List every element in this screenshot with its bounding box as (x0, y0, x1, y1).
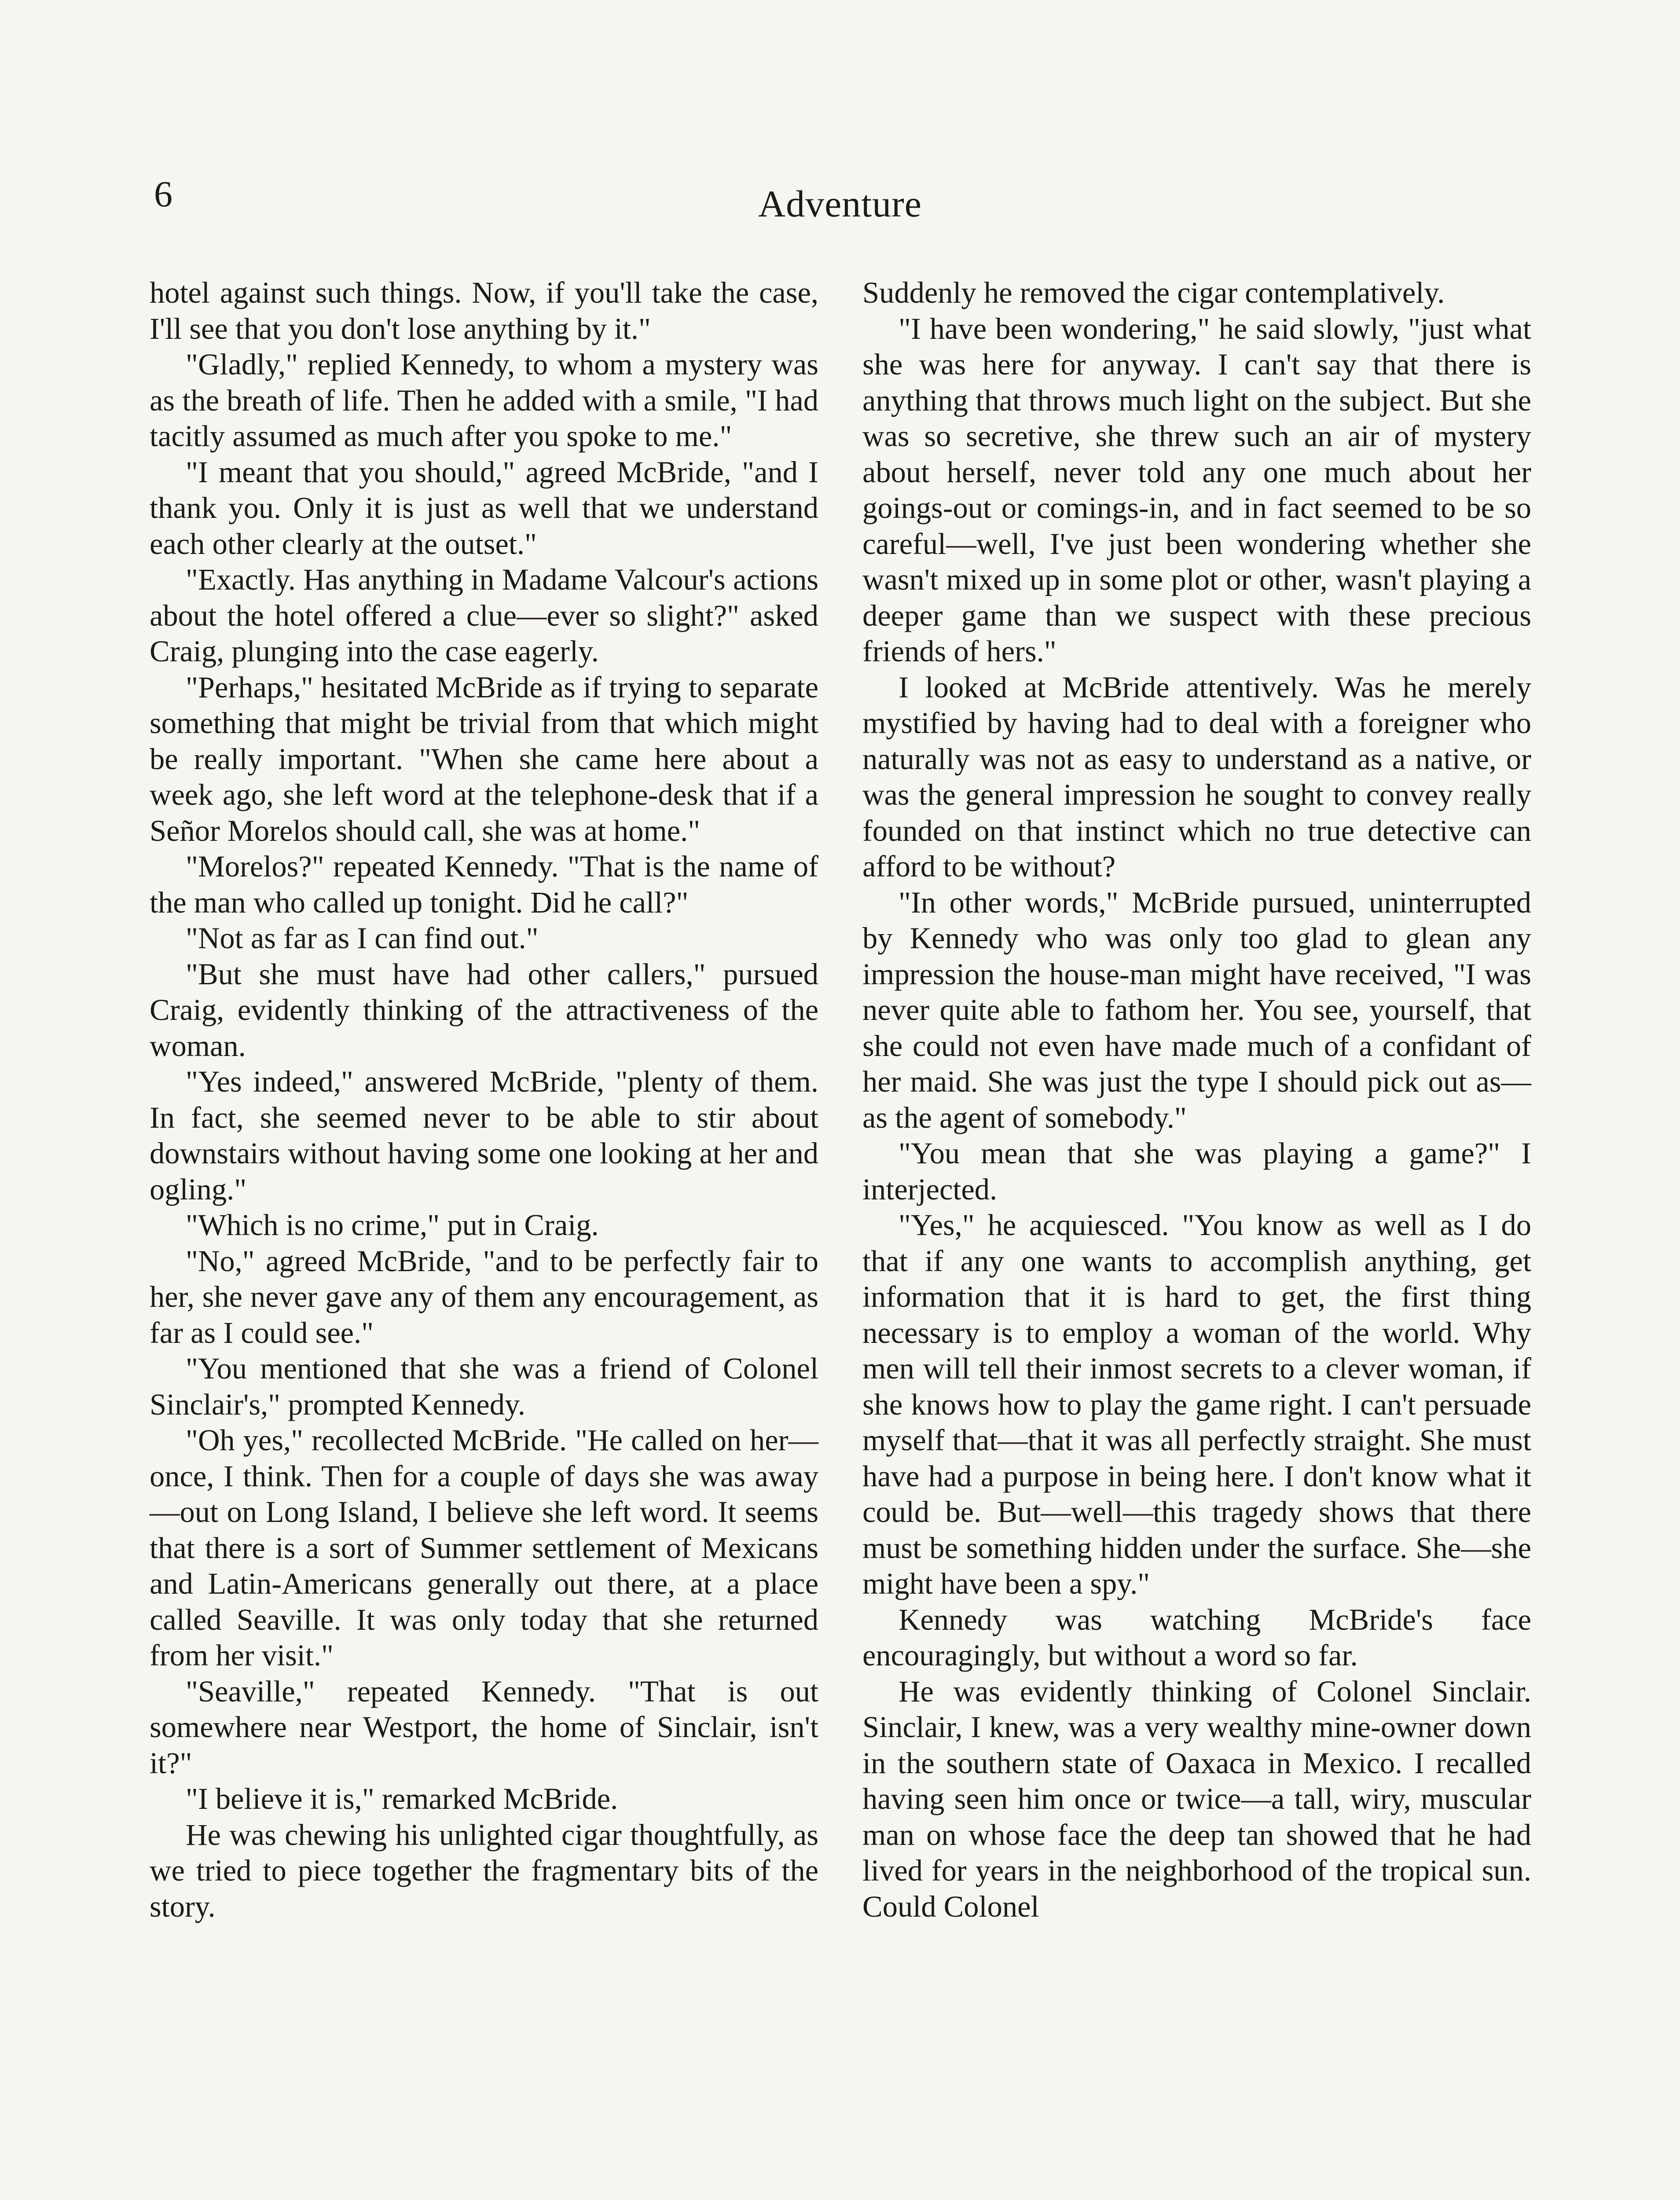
paragraph: "Seaville," repeated Kennedy. "That is out somewhere near Westport, the home of Sinclair, isn't it?" (150, 1674, 818, 1780)
paragraph: "Morelos?" repeated Kennedy. "That is the name of the man who called up tonight. Did he call?" (150, 850, 818, 919)
paragraph: "You mean that she was playing a game?" I interjected. (862, 1137, 1531, 1206)
paragraph: "Perhaps," hesitated McBride as if trying to separate something that might be trivial from that which might be really important. "When she came here about a week ago, she left word at the telephone-desk that if a Señor Morelos should call, she was at home." (150, 670, 818, 847)
paragraph: "Not as far as I can find out." (186, 921, 539, 955)
paragraph: hotel against such things. Now, if you'll take the case, I'll see that you don't lose anything by it." (150, 276, 818, 345)
paragraph: Suddenly he removed the cigar contemplatively. (862, 276, 1445, 309)
paragraph: "In other words," McBride pursued, uninterrupted by Kennedy who was only too glad to glean any impression the house-man might have received, "I was never quite able to fathom her. You see, yourself, that she could not even have made much of a confidant of her maid. She was just the type I should pick out as—as the agent of somebody." (862, 885, 1531, 1134)
paragraph: "Oh yes," recollected McBride. "He called on her—once, I think. Then for a couple of days she was away—out on Long Island, I believe she left word. It seems that there is a sort of Summer settlement of Mexicans and Latin-Americans generally out there, at a place called Seaville. It was only today that she returned from her visit." (150, 1423, 818, 1672)
paragraph: "Yes indeed," answered McBride, "plenty of them. In fact, she seemed never to be able to stir about downstairs without having some one looking at her and ogling." (150, 1065, 818, 1206)
paragraph: "Exactly. Has anything in Madame Valcour's actions about the hotel offered a clue—ever so slight?" asked Craig, plunging into the case eagerly. (150, 563, 818, 668)
paragraph: "You mentioned that she was a friend of Colonel Sinclair's," prompted Kennedy. (150, 1352, 818, 1421)
paragraph: He was chewing his unlighted cigar thoughtfully, as we tried to piece together the fragmentary bits of the story. (150, 1818, 818, 1923)
paragraph: Kennedy was watching McBride's face encouragingly, but without a word so far. (862, 1602, 1531, 1672)
paragraph: "Gladly," replied Kennedy, to whom a mystery was as the breath of life. Then he added with a smile, "I had tacitly assumed as much after you spoke to me." (150, 348, 818, 453)
paragraph: He was evidently thinking of Colonel Sinclair. Sinclair, I knew, was a very wealthy mine-owner down in the southern state of Oaxaca in Mexico. I recalled having seen him once or twice—a tall, wiry, muscular man on whose face the deep tan showed that he had lived for years in the neighborhood of the tropical sun. Could Colonel (862, 1674, 1531, 1923)
paragraph: I looked at McBride attentively. Was he merely mystified by having had to deal with a foreigner who naturally was not as easy to understand as a native, or was the general impression he sought to convey really founded on that instinct which no true detective can afford to be without? (862, 670, 1531, 883)
page-number: 6 (154, 174, 172, 215)
paragraph: "But she must have had other callers," pursued Craig, evidently thinking of the attractiveness of the woman. (150, 957, 818, 1063)
right-column (862, 275, 1531, 1925)
running-title: Adventure (758, 183, 922, 225)
paragraph: "I meant that you should," agreed McBride, "and I thank you. Only it is just as well that we understand each other clearly at the outset." (150, 455, 818, 561)
paragraph: "Which is no crime," put in Craig. (186, 1208, 599, 1242)
paragraph: "Yes," he acquiesced. "You know as well as I do that if any one wants to accomplish anything, get information that it is hard to get, the first thing necessary is to employ a woman of the world. Why men will tell their inmost secrets to a clever woman, if she knows how to play the game right. I can't persuade myself that—that it was all perfectly straight. She must have had a purpose in being here. I don't know what it could be. But—well—this tragedy shows that there must be something hidden under the surface. She—she might have been a spy." (862, 1208, 1531, 1600)
paragraph: "I have been wondering," he said slowly, "just what she was here for anyway. I can't say that there is anything that throws much light on the subject. But she was so secretive, she threw such an air of mystery about herself, never told any one much about her goings-out or comings-in, and in fact seemed to be so careful—well, I've just been wondering whether she wasn't mixed up in some plot or other, wasn't playing a deeper game than we suspect with these precious friends of hers." (862, 312, 1531, 668)
paragraph: "No," agreed McBride, "and to be perfectly fair to her, she never gave any of them any encouragement, as far as I could see." (150, 1244, 818, 1349)
left-column (150, 275, 818, 1925)
paragraph: "I believe it is," remarked McBride. (186, 1782, 618, 1815)
